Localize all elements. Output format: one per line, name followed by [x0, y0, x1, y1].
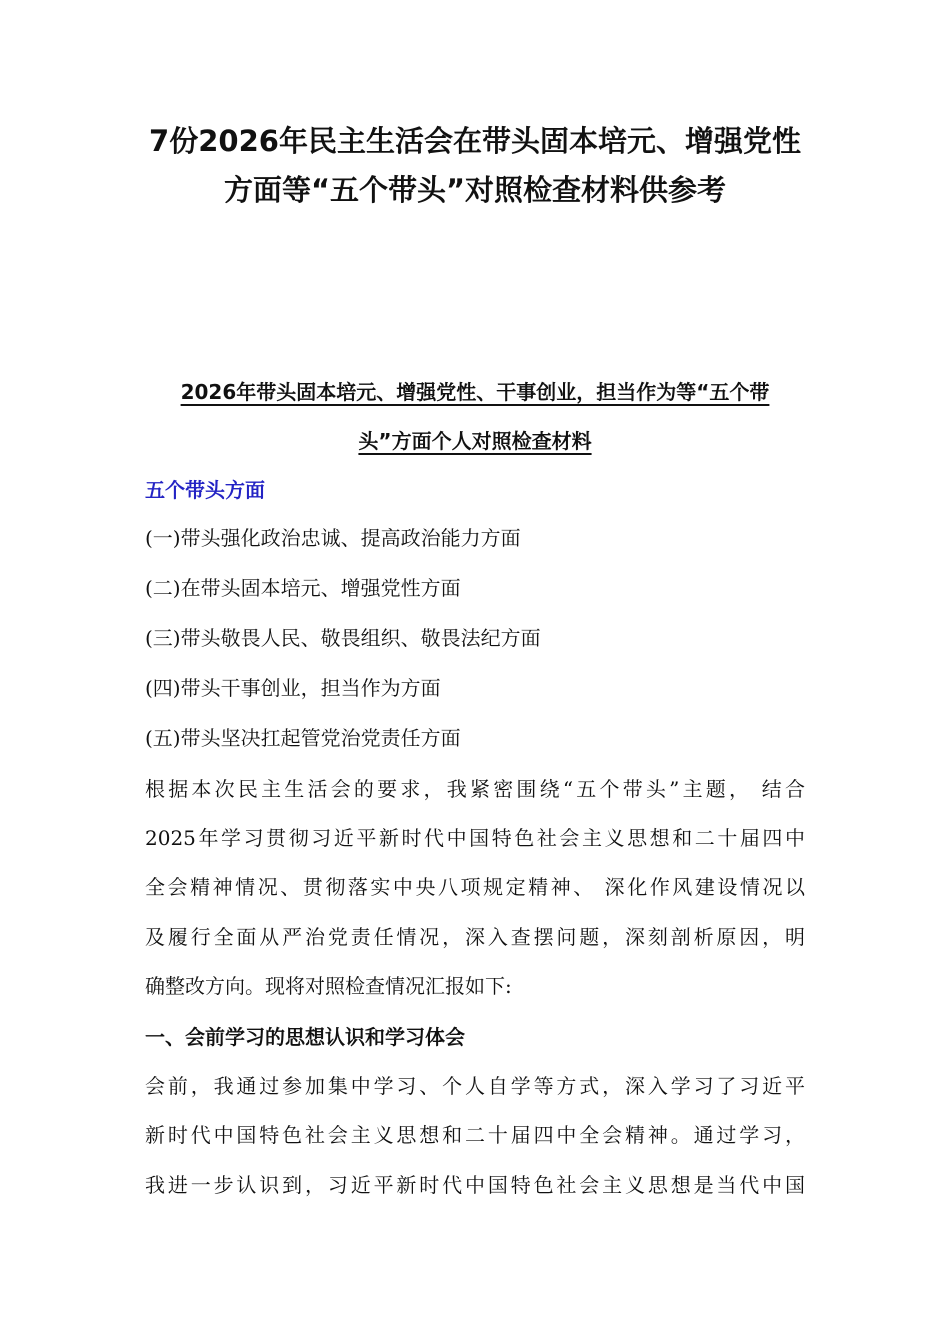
intro-line-2: 2025年学习贯彻习近平新时代中国特色社会主义思想和二十届四中 [145, 826, 805, 850]
intro-line-3: 全会精神情况、贯彻落实中央八项规定精神、 深化作风建设情况以 [145, 875, 805, 899]
section-heading: 五个带头方面 [145, 478, 265, 502]
list-item-3: (三)带头敬畏人民、敬畏组织、敬畏法纪方面 [145, 626, 541, 650]
part1-heading: 一、会前学习的思想认识和学习体会 [145, 1025, 465, 1049]
intro-line-5: 确整改方向。现将对照检查情况汇报如下: [145, 974, 512, 998]
subtitle-line-2-text: 头”方面个人对照检查材料 [358, 429, 592, 453]
part1-line-2: 新时代中国特色社会主义思想和二十届四中全会精神。通过学习， [145, 1123, 805, 1147]
document-title-line-1: 7份2026年民主生活会在带头固本培元、增强党性 [149, 124, 801, 158]
list-item-5: (五)带头坚决扛起管党治党责任方面 [145, 726, 461, 750]
subtitle-line-2 [120, 421, 830, 461]
list-item-1: (一)带头强化政治忠诚、提高政治能力方面 [145, 526, 521, 550]
part1-line-3: 我进一步认识到，习近平新时代中国特色社会主义思想是当代中国 [145, 1173, 805, 1197]
intro-line-1: 根据本次民主生活会的要求，我紧密围绕“五个带头”主题， 结合 [145, 777, 805, 801]
list-item-2: (二)在带头固本培元、增强党性方面 [145, 576, 461, 600]
list-item-4: (四)带头干事创业，担当作为方面 [145, 676, 441, 700]
document-title-line-2: 方面等“五个带头”对照检查材料供参考 [223, 173, 727, 207]
intro-line-4: 及履行全面从严治党责任情况，深入查摆问题，深刻剖析原因，明 [145, 925, 805, 949]
part1-line-1: 会前，我通过参加集中学习、个人自学等方式，深入学习了习近平 [145, 1074, 805, 1098]
subtitle-line-1 [120, 372, 830, 412]
subtitle-line-1-text: 2026年带头固本培元、增强党性、干事创业，担当作为等“五个带 [180, 380, 770, 404]
